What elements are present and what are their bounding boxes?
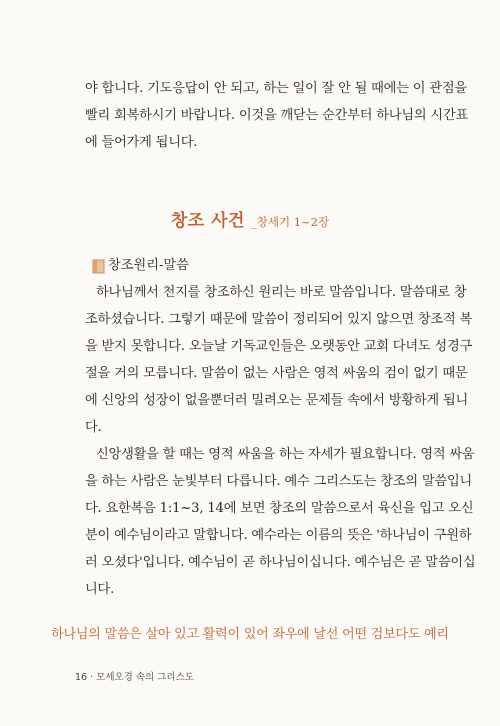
body-text-line: 에 신앙의 성장이 없을뿐더러 밀려오는 문제들 속에서 방황하게 됩니 [85, 393, 469, 408]
body-text-line: 분이 예수님이라고 말합니다. 예수라는 이름의 뜻은 '하나님이 구원하 [85, 528, 472, 543]
subheading-label: 창조원리-말씀 [108, 258, 189, 273]
scripture-quote: 하나님의 말씀은 살아 있고 활력이 있어 좌우에 날선 어떤 검보다도 예리 [51, 627, 449, 642]
section-subtitle: _창세기 1~2장 [250, 215, 330, 229]
body-text-line: 에 들어가게 됩니다. [85, 135, 198, 150]
section-heading [0, 206, 500, 231]
body-text-line: 야 합니다. 기도응답이 안 되고, 하는 일이 잘 안 될 때에는 이 관점을 [85, 81, 467, 96]
subheading [92, 257, 189, 275]
body-text-line: 니다. [85, 582, 115, 597]
body-text-line: 을 하는 사람은 눈빛부터 다릅니다. 예수 그리스도는 창조의 말씀입니 [85, 474, 473, 489]
body-text-line: 빨리 회복하시기 바랍니다. 이것을 깨닫는 순간부터 하나님의 시간표 [85, 108, 469, 123]
body-text-line: 하나님께서 천지를 창조하신 원리는 바로 말씀입니다. 말씀대로 창 [96, 285, 467, 300]
body-text-line: 신앙생활을 할 때는 영적 싸움을 하는 자세가 필요합니다. 영적 싸움 [96, 447, 475, 462]
book-icon [92, 259, 105, 274]
body-text-line: 다. [85, 420, 102, 435]
body-text-line: 러 오셨다'입니다. 예수님이 곧 하나님이십니다. 예수님은 곧 말씀이십 [85, 555, 476, 570]
body-text-line: 다. 요한복음 1:1~3, 14에 보면 창조의 말씀으로서 육신을 입고 오신 [85, 501, 474, 516]
body-text-line: 을 받지 못합니다. 오늘날 기독교인들은 오랫동안 교회 다녀도 성경구 [85, 339, 473, 354]
body-text-line: 조하셨습니다. 그렇기 때문에 말씀이 정리되어 있지 않으면 창조적 복 [85, 312, 473, 327]
page-footer: 16 · 모세오경 속의 그리스도 [75, 672, 194, 683]
section-title: 창조 사건 [170, 211, 245, 231]
body-text-line: 절을 거의 모릅니다. 말씀이 없는 사람은 영적 싸움의 검이 없기 때문 [85, 366, 468, 381]
